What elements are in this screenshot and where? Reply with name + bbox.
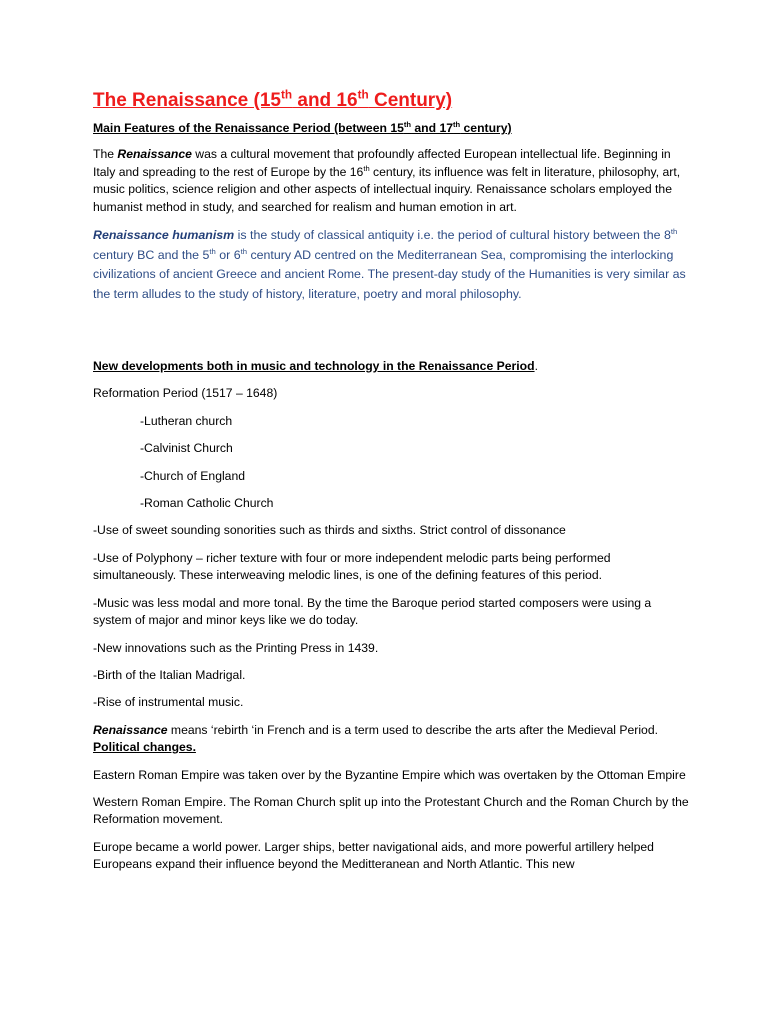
intro-paragraph: The Renaissance was a cultural movement that profoundly affected European intellectual life. Beginning in Italy and spreading to the rest of Europe by the 16th century, its influence was felt in literature, philosophy, art, music politics, science religion and other aspects of intellectual inquiry. Renaissance scholars employed the humanist method in study, and searched for realism and human emotion in art. — [93, 147, 681, 214]
page-title: The Renaissance (15th and 16th Century) — [93, 88, 453, 111]
renaissance-term: Renaissance — [117, 147, 192, 162]
church-item: -Calvinist Church — [140, 441, 233, 456]
body-paragraph: Europe became a world power. Larger ships, better navigational aids, and more powerful artillery helped Europeans expand their influence beyond the Meditteranean and North Atlantic. This new — [93, 839, 654, 872]
developments-heading: New developments both in music and technology in the Renaissance Period. — [93, 359, 538, 374]
reformation-period: Reformation Period (1517 – 1648) — [93, 386, 278, 401]
music-point: -Music was less modal and more tonal. By the time the Baroque period started composers were using a system of major and minor keys like we do today. — [93, 595, 652, 628]
church-item: -Lutheran church — [140, 413, 233, 428]
document-body — [93, 88, 693, 884]
music-point: -Use of sweet sounding sonorities such as thirds and sixths. Strict control of dissonance — [93, 523, 566, 538]
body-paragraph: Eastern Roman Empire was taken over by the Byzantine Empire which was overtaken by the Ottoman Empire — [93, 767, 686, 782]
church-item: -Roman Catholic Church — [140, 496, 274, 511]
music-point: -Birth of the Italian Madrigal. — [93, 667, 246, 682]
main-features-heading: Main Features of the Renaissance Period (between 15th and 17th century) — [93, 120, 512, 135]
church-item: -Church of England — [140, 468, 246, 483]
rebirth-paragraph: Renaissance means ‘rebirth ‘in French and is a term used to describe the arts after the Medieval Period. Political changes. — [93, 722, 658, 755]
body-paragraph: Western Roman Empire. The Roman Church split up into the Protestant Church and the Roman Church by the Reformation movement. — [93, 794, 689, 827]
political-changes-heading: Political changes. — [93, 740, 196, 755]
humanism-term: Renaissance humanism — [93, 228, 235, 243]
music-point: -New innovations such as the Printing Press in 1439. — [93, 640, 379, 655]
music-point: -Use of Polyphony – richer texture with four or more independent melodic parts being performed simultaneously. These interweaving melodic lines, is one of the defining features of this period. — [93, 550, 611, 583]
humanism-paragraph: Renaissance humanism is the study of classical antiquity i.e. the period of cultural history between the 8th century BC and the 5th or 6th century AD centred on the Mediterranean Sea, compromising the interlocking civilizations of ancient Greece and ancient Rome. The present-day study of the Humanities is very similar as the term alludes to the study of history, literature, poetry and moral philosophy. — [93, 227, 686, 301]
music-point: -Rise of instrumental music. — [93, 695, 244, 710]
renaissance-term: Renaissance — [93, 722, 168, 737]
